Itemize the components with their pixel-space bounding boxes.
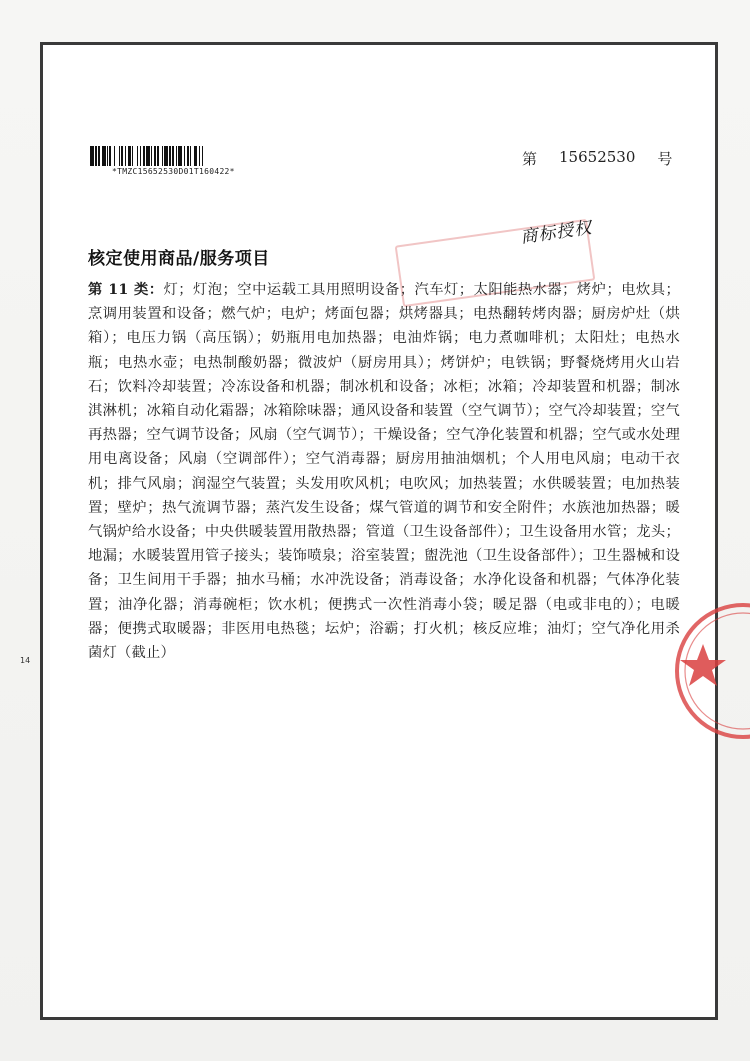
goods-items-text: 灯；灯泡；空中运载工具用照明设备；汽车灯；太阳能热水器；烤炉；电炊具；烹调用装置和设备；燃气炉；电炉；烤面包器；烘烤器具；电热翻转烤肉器；厨房炉灶（烘箱）；电压力锅（高压锅）；奶瓶用电加热器；电油炸锅；电力煮咖啡机；太阳灶；电热水瓶；电热水壶；电热制酸奶器；微波炉（厨房用具）；烤饼炉；电铁锅；野餐烧烤用火山岩石；饮料冷却装置；冷冻设备和机器；制冰机和设备；冰柜；冰箱；冷却装置和机器；制冰淇淋机；冰箱自动化霜器；冰箱除味器；通风设备和装置（空气调节）；空气冷却装置；空气再热器；空气调节设备；风扇（空气调节）；干燥设备；空气净化装置和机器；空气或水处理用电离设备；风扇（空调部件）；空气消毒器；厨房用抽油烟机；个人用电风扇；电动干衣机；排气风扇；润湿空气装置；头发用吹风机；电吹风；加热装置；水供暖装置；电加热装置；壁炉；热气流调节器；蒸汽发生设备；煤气管道的调节和安全附件；水族池加热器；暖气锅炉给水设备；中央供暖装置用散热器；管道（卫生设备部件）；卫生设备用水管；龙头；地漏；水暖装置用管子接头；装饰喷泉；浴室装置；盥洗池（卫生设备部件）；卫生器械和设备；卫生间用干手器；抽水马桶；水冲洗设备；消毒设备；水净化设备和机器；气体净化装置；油净化器；消毒碗柜；饮水机；便携式一次性消毒小袋；暖足器（电或非电的）；电暖器；便携式取暖器；非医用电热毯；坛炉；浴霸；打火机；核反应堆；油灯；空气净化用杀菌灯（截止） (88, 282, 680, 662)
goods-services-list (88, 278, 680, 665)
barcode-bar (203, 146, 205, 166)
reg-number-value: 15652530 (559, 148, 636, 166)
handwritten-annotation: 商标授权 (519, 218, 594, 248)
section-title: 核定使用商品/服务项目 (88, 249, 270, 269)
red-seal-stamp (668, 596, 750, 746)
barcode (90, 146, 266, 166)
margin-mark: 14 (20, 656, 31, 665)
reg-suffix: 号 (657, 150, 673, 168)
seal-star-icon (680, 644, 726, 686)
registration-number (522, 148, 672, 169)
class-label: 第 11 类： (88, 282, 164, 298)
reg-prefix: 第 (522, 150, 538, 168)
barcode-caption: *TMZC15652530D01T160422* (112, 167, 235, 176)
